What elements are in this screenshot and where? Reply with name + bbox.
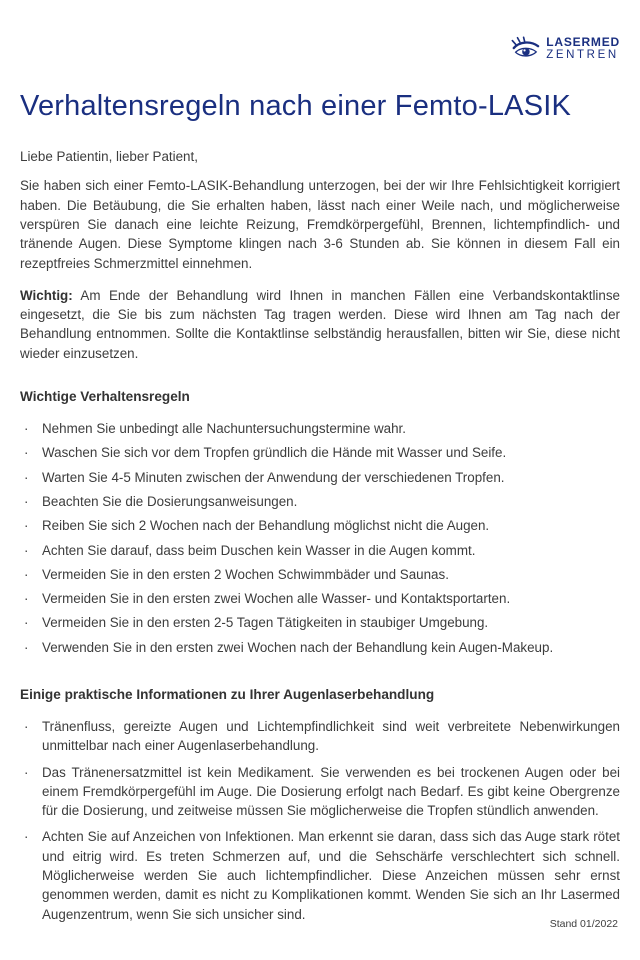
section [20, 685, 620, 924]
bullet-marker-icon: · [24, 542, 29, 558]
footer [550, 918, 618, 930]
bullet-item [20, 589, 620, 608]
bullet-text: Reiben Sie sich 2 Wochen nach der Behandlung möglichst nicht die Augen. [42, 518, 490, 534]
bullet-item [20, 468, 620, 487]
bullet-item [20, 443, 620, 462]
important-label: Wichtig: [20, 287, 73, 303]
intro-paragraph: Sie haben sich einer Femto-LASIK-Behandlung unterzogen, bei der wir Ihre Fehlsichtigkeit korrigiert haben. Die Betäubung, die Sie erhalten haben, lässt nach einer Weile nach, und möglicherweise verspüren Sie danach eine leichte Reizung, Fremdkörpergefühl, Brennen, lichtempfindlich- und tränende Augen. Diese Symptome klingen nach 3-6 Stunden ab. Sie können in diesem Fall ein rezeptfreies Schmerzmittel einnehmen. [20, 178, 620, 271]
bullet-marker-icon: · [24, 639, 29, 655]
bullet-text: Vermeiden Sie in den ersten 2-5 Tagen Tätigkeiten in staubiger Umgebung. [42, 615, 489, 631]
bullet-text: Nehmen Sie unbedingt alle Nachuntersuchungstermine wahr. [42, 421, 406, 437]
bullet-item [20, 541, 620, 560]
bullet-marker-icon: · [24, 764, 29, 780]
version-stamp: Stand 01/2022 [549, 918, 618, 930]
logo-subname: ZENTREN [546, 49, 619, 62]
bullet-text: Verwenden Sie in den ersten zwei Wochen nach der Behandlung kein Augen-Makeup. [42, 639, 554, 655]
bullet-item [20, 763, 620, 821]
bullet-item [20, 492, 620, 511]
logo-text [546, 36, 620, 62]
bullet-marker-icon: · [24, 518, 29, 534]
bullet-item [20, 419, 620, 438]
bullet-marker-icon: · [24, 566, 29, 582]
bullet-marker-icon: · [24, 493, 29, 509]
section-heading: Einige praktische Informationen zu Ihrer Augenlaserbehandlung [20, 686, 435, 702]
bullet-item [20, 638, 620, 657]
bullet-text: Vermeiden Sie in den ersten zwei Wochen alle Wasser- und Kontaktsportarten. [42, 591, 511, 607]
bullet-marker-icon: · [24, 718, 29, 734]
bullet-text: Das Tränenersatzmittel ist kein Medikament. Sie verwenden es bei trockenen Augen oder bei einem Fremdkörpergefühl im Auge. Die Dosierung erfolgt nach Bedarf. Es gibt keine Obergrenze für die Dosierung, und zeitweise müssen Sie möglicherweise die Tropfen stündlich anwenden. [42, 764, 620, 819]
bullet-text: Tränenfluss, gereizte Augen und Lichtempfindlichkeit sind weit verbreitete Nebenwirkungen unmittelbar nach einer Augenlaserbehandlung. [42, 718, 620, 754]
header [20, 0, 620, 68]
bullet-text: Achten Sie darauf, dass beim Duschen kein Wasser in die Augen kommt. [42, 542, 476, 558]
bullet-marker-icon: · [24, 591, 29, 607]
section [20, 387, 620, 657]
bullet-item [20, 827, 620, 923]
bullet-list [20, 717, 620, 924]
bullet-item [20, 613, 620, 632]
bullet-text: Achten Sie auf Anzeichen von Infektionen. Man erkennt sie daran, dass sich das Auge stark rötet und eitrig wird. Es treten Schmerzen auf, und die Sehschärfe verschlechtert sich schnell. Möglicherweise werden Sie auch lichtempfindlicher. Diese Anzeichen müssen sehr ernst genommen werden, damit es nicht zu Komplikationen kommt. Wenden Sie sich an Ihr Lasermed Augenzentrum, wenn Sie sich unsicher sind. [42, 829, 620, 922]
bullet-item [20, 565, 620, 584]
bullet-list [20, 419, 620, 657]
bullet-marker-icon: · [24, 829, 29, 845]
important-text: Am Ende der Behandlung wird Ihnen in manchen Fällen eine Verbandskontaktlinse eingesetzt, die Sie bis zum nächsten Tag tragen werden. Diese wird Ihnen am Tag nach der Behandlung entnommen. Sollte die Kontaktlinse selbständig herausfallen, bitten wir Sie, diese nicht wieder einzusetzen. [20, 287, 620, 361]
bullet-marker-icon: · [24, 421, 29, 437]
bullet-text: Vermeiden Sie in den ersten 2 Wochen Schwimmbäder und Saunas. [42, 566, 449, 582]
bullet-item [20, 717, 620, 756]
important-paragraph [20, 286, 620, 363]
lasermed-logo [510, 36, 620, 62]
bullet-text: Beachten Sie die Dosierungsanweisungen. [42, 493, 298, 509]
section-heading: Wichtige Verhaltensregeln [20, 389, 190, 405]
bullet-marker-icon: · [24, 445, 29, 461]
salutation: Liebe Patientin, lieber Patient, [20, 149, 198, 165]
bullet-marker-icon: · [24, 615, 29, 631]
bullet-marker-icon: · [24, 469, 29, 485]
bullet-text: Warten Sie 4-5 Minuten zwischen der Anwendung der verschiedenen Tropfen. [42, 469, 505, 485]
logo-name: LASERMED [546, 35, 620, 50]
page-title: Verhaltensregeln nach einer Femto-LASIK [20, 90, 572, 122]
sections-container [20, 387, 620, 924]
bullet-text: Waschen Sie sich vor dem Tropfen gründlich die Hände mit Wasser und Seife. [42, 445, 507, 461]
bullet-item [20, 516, 620, 535]
eye-icon [510, 36, 540, 62]
